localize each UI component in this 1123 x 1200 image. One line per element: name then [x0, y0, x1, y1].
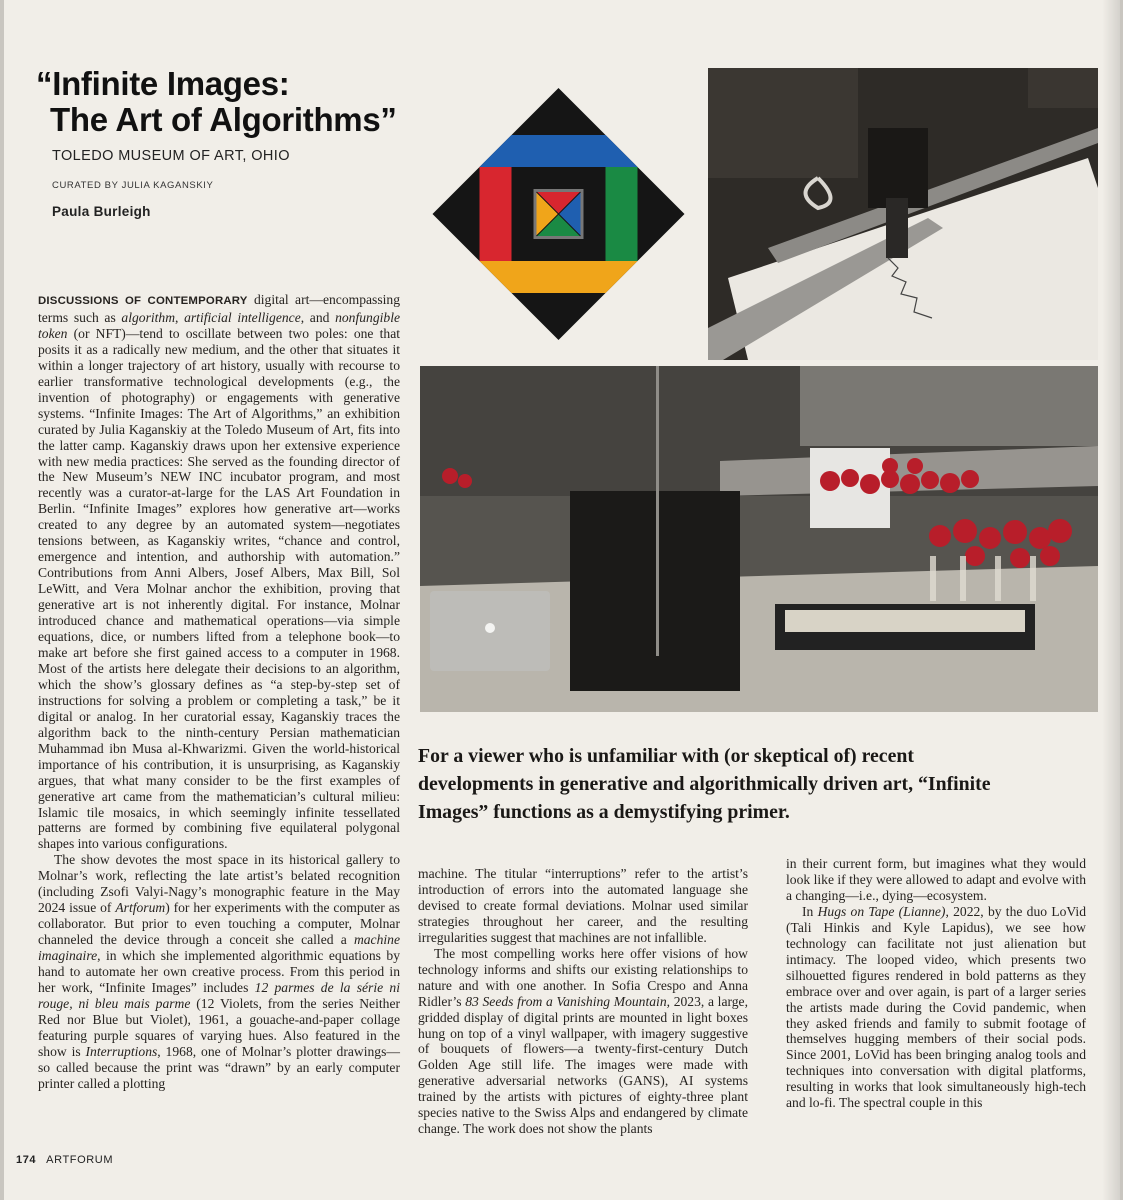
page-footer: [16, 1154, 113, 1166]
italic-term: nonfungible token: [38, 309, 401, 341]
lead-in: DISCUSSIONS OF CONTEMPORARY: [38, 295, 248, 307]
body-text: , in which she implemented algorithmic equations by hand to automate her own creative process. From this period in her work, “Infinite Images” includes: [38, 948, 400, 995]
pull-quote: [418, 742, 1018, 826]
body-text: , 2022, by the duo LoVid (Tali Hinkis and Kyle Lapidus), we see how technology can facilitate not just alienation but intimacy. The looped video, which presents two silhouetted figures rendered in bold patterns as they embrace over and over again, is part of a larger series the artists made during the Covid pandemic, when they asked friends and family to submit footage of themselves hugging members of their social pods. Since 2001, LoVid has been bringing analog tools and techniques into conversation with digital platforms, resulting in works that look simultaneously high-tech and lo-fi. The spectral couple in this: [786, 903, 1086, 1111]
geometric-painting-image: [416, 68, 701, 360]
italic-term: algorithm: [121, 309, 176, 325]
title-line-2: The Art of Algorithms”: [50, 101, 397, 138]
body-text: The show devotes the most space in its historical gallery to Molnar’s work, reflecting the late artist’s belated recognition (including Zsofi Valyi-Nagy’s monographic feature in the May 2024 issue of: [38, 852, 400, 916]
body-text: digital art—encompassing terms such as: [38, 292, 400, 325]
installation-photo: [420, 366, 1098, 712]
italic-term: Interruptions: [85, 1043, 158, 1059]
italic-term: Artforum: [115, 900, 166, 916]
body-column-1: [38, 292, 400, 1092]
author-byline: Paula Burleigh: [52, 204, 151, 219]
body-text: , and: [300, 309, 336, 325]
paragraph-1: [38, 292, 400, 852]
paragraph-4: [418, 946, 748, 1137]
title-line-1: “Infinite Images:: [36, 65, 290, 102]
venue: TOLEDO MUSEUM OF ART, OHIO: [52, 148, 290, 164]
pull-quote-text: For a viewer who is unfamiliar with (or skeptical of) recent developments in generative and algorithmically driven art, “Infinite Images” functions as a demystifying primer.: [418, 745, 991, 823]
page-number: 174: [16, 1154, 37, 1166]
body-text: ,: [175, 309, 185, 325]
body-text: (12 Violets, from the series Neither Red nor Blue but Violet), 1961, a gouache-and-paper collage featuring purple squares of varying hues. Also featured in the show is: [38, 995, 400, 1059]
body-text: The most compelling works here offer visions of how technology informs and shifts our existing relationships to nature and with one another. In Sofia Crespo and Anna Ridler’s: [418, 945, 748, 1009]
body-text: (or NFT)—tend to oscillate between two poles: one that posits it as a radically new medium, and the other that situates it within a longer trajectory of art history, usually with recourse to earlier transformative technological developments (e.g., the invention of photography) or engagements with generative systems. “Infinite Images: The Art of Algorithms,” an exhibition curated by Julia Kaganskiy at the Toledo Museum of Art, fits into the latter camp. Kaganskiy draws upon her extensive experience with new media practices: She served as the founding director of the New Museum’s NEW INC incubator program, and most recently was a curator-at-large for the LAS Art Foundation in Berlin. “Infinite Images” explores how generative art—works created to any degree by an automated system—negotiates tensions between, as Kaganskiy writes, “chance and control, emergence and intention, and authorship with automation.” Contributions from Anni Albers, Josef Albers, Max Bill, Sol LeWitt, and Vera Molnar anchor the exhibition, proving that generative art is not inherently digital. For instance, Molnar introduced chance and mathematical operations—via simple equations, dice, or numbers lifted from a telephone book—to make art before she first gained access to a computer in 1968. Most of the artists here delegate their decisions to an algorithm, which the show’s glossary defines as “a step-by-step set of instructions for solving a problem or completing a task,” be it digital or analog. In her curatorial essay, Kaganskiy traces the algorithm back to the ninth-century Persian mathematician Muhammad ibn Musa al-Khwarizmi. Given the world-historical importance of his contribution, it is unsurprising, as Kaganskiy argues, that what many consider to be the first examples of generative art came from the mathematician’s cultural milieu: Islamic tile mosaics, in which seemingly infinite tessellated patterns are formed by combining five equilateral polygonal shapes into various configurations.: [38, 325, 400, 852]
body-text: , 1968, one of Molnar’s plotter drawings—so called because the print was “drawn” by an early computer printer called a plotting: [38, 1043, 400, 1091]
curator-credit: CURATED BY JULIA KAGANSKIY: [52, 180, 214, 191]
body-text: , 2023, a large, gridded display of digital prints are mounted in light boxes hung on top of a vinyl wallpaper, with imagery suggestive of bouquets of flowers—a twenty-first-century Dutch Golden Age still life. The images were made with generative adversarial networks (GANS), AI systems trained by the artists with pictures of eighty-three plant species native to the Swiss Alps and endangered by climate change. The work does not show the plants: [418, 993, 748, 1137]
italic-term: 12 parmes de la série ni rouge, ni bleu mais parme: [38, 979, 400, 1011]
paragraph-3: machine. The titular “interruptions” refer to the artist’s introduction of errors into the automated language she devised to create formal deviations. Molnar used similar strategies throughout her career, and the resulting irregularities suggest that machines are not infallible.: [418, 866, 748, 945]
paragraph-5: in their current form, but imagines what they would look like if they were allowed to adapt and evolve with a changing—i.e., dying—ecosystem.: [786, 856, 1086, 903]
body-column-2: [418, 866, 748, 1137]
italic-term: artificial intelligence: [184, 309, 301, 325]
plotter-machine-photo: [708, 68, 1098, 360]
article-title: [36, 66, 416, 138]
paragraph-2: [38, 852, 400, 1091]
page-gutter-shadow: [1102, 0, 1120, 1200]
magazine-name: ARTFORUM: [46, 1154, 114, 1166]
body-text: In: [802, 903, 818, 919]
magazine-page: [4, 0, 1120, 1200]
body-text: ) for her experiments with the computer as collaborator. But prior to even touching a computer, Molnar channeled the device through a conceit she called a: [38, 900, 400, 948]
body-column-3: [786, 856, 1086, 1111]
italic-term: Hugs on Tape (Lianne): [817, 903, 946, 919]
paragraph-6: [786, 904, 1086, 1111]
italic-term: machine imaginaire: [38, 932, 400, 964]
italic-term: 83 Seeds from a Vanishing Mountain: [465, 993, 667, 1009]
